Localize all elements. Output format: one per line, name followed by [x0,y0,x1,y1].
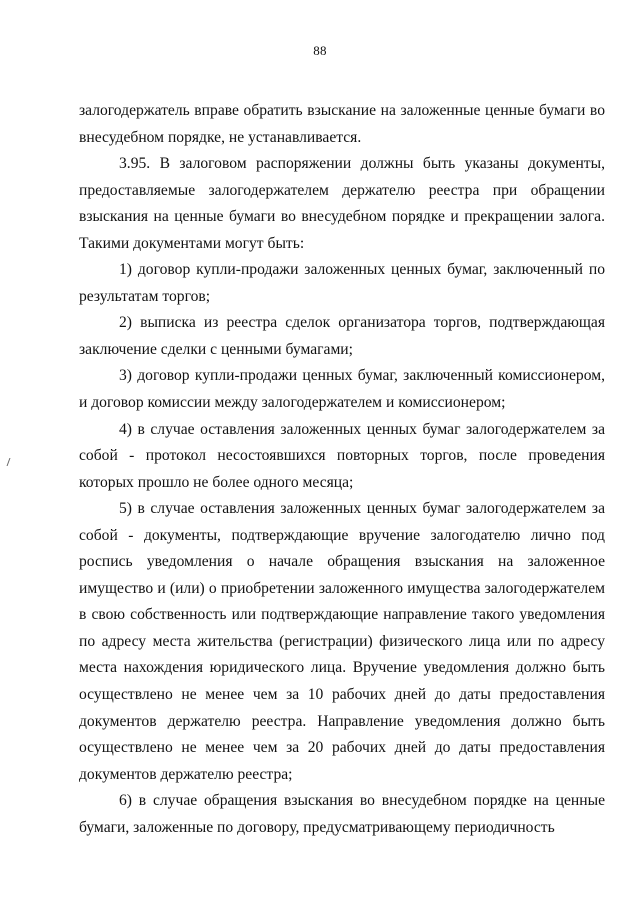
paragraph-3-95: 3.95. В залоговом распоряжении должны быть указаны документы, предоставляемые залогодержателем держателю реестра при обращении взыскания на ценные бумаги во внесудебном порядке и прекращении залога. Такими документами могут быть: [79,155,605,252]
list-item-2: 2) выписка из реестра сделок организатора торгов, подтверждающая заключение сделки с ценными бумагами; [79,314,605,358]
list-item-3: 3) договор купли-продажи ценных бумаг, заключенный комиссионером, и договор комиссии между залогодержателем и комиссионером; [79,367,605,412]
body-text [79,98,605,841]
page-number: 88 [313,43,327,58]
list-item-6: 6) в случае обращения взыскания во внесудебном порядке на ценные бумаги, заложенные по договору, предусматривающему периодичность [79,792,605,836]
margin-mark [7,458,14,466]
paragraph-continuation: залогодержатель вправе обратить взыскание на заложенные ценные бумаги во внесудебном порядке, не устанавливается. [79,102,605,146]
list-item-1: 1) договор купли-продажи заложенных ценных бумаг, заключенный по результатам торгов; [79,261,605,305]
list-item-5: 5) в случае оставления заложенных ценных бумаг залогодержателем за собой - документы, подтверждающие вручение залогодателю лично под роспись уведомления о начале обращения взыскания на заложенное имущество и (или) о приобретении заложенного имущества залогодержателем в свою собственность или подтверждающие направление такого уведомления по адресу места жительства (регистрации) физического лица или по адресу места нахождения юридического лица. Вручение уведомления должно быть осуществлено не менее чем за 10 рабочих дней до даты предоставления документов держателю реестра. Направление уведомления должно быть осуществлено не менее чем за 20 рабочих дней до даты предоставления документов держателю реестра; [79,500,605,783]
list-item-4: 4) в случае оставления заложенных ценных бумаг залогодержателем за собой - протокол несостоявшихся повторных торгов, после проведения которых прошло не более одного месяца; [79,420,605,491]
